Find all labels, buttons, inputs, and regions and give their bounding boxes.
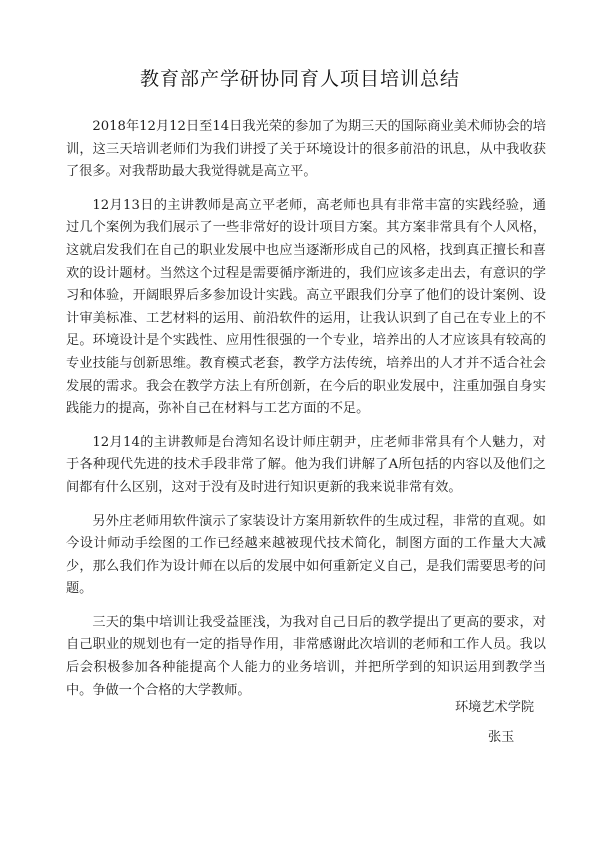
paragraph-1: 2018年12月12日至14日我光荣的参加了为期三天的国际商业美术师协会的培训，这三天培训老师们为我们讲授了关于环境设计的很多前沿的讯息，从中我收获了很多。对我帮助最大我觉得就是高立平。 xyxy=(66,119,546,180)
signature-school: 环境艺术学院 xyxy=(455,700,535,715)
document-title: 教育部产学研协同育人项目培训总结 xyxy=(139,68,460,90)
paragraph-5: 三天的集中培训让我受益匪浅，为我对自己日后的教学提出了更高的要求，对自己职业的规划也有一定的指导作用，非常感谢此次培训的老师和工作人员。我以后会积极参加各种能提高个人能力的业务培训，并把所学到的知识运用到教学当中。争做一个合格的大学教师。 xyxy=(66,614,546,698)
paragraph-4: 另外庄老师用软件演示了家装设计方案用新软件的生成过程，非常的直观。如今设计师动手绘图的工作已经越来越被现代技术简化，制图方面的工作量大大减少，那么我们作为设计师在以后的发展中如何重新定义自己，是我们需要思考的问题。 xyxy=(66,513,546,597)
signature-name: 张玉 xyxy=(488,730,515,745)
paragraph-2: 12月13日的主讲教师是高立平老师，高老师也具有非常丰富的实践经验，通过几个案例为我们展示了一些非常好的设计项目方案。其方案非常具有个人风格，这就启发我们在自己的职业发展中也应当逐渐形成自己的风格，找到真正擅长和喜欢的设计题材。当然这个过程是需要循序渐进的，我们应该多走出去，有意识的学习和体验，开阔眼界后多参加设计实践。高立平跟我们分享了他们的设计案例、设计审美标准、工艺材料的运用、前沿软件的运用，让我认识到了自己在专业上的不足。环境设计是个实践性、应用性很强的一个专业，培养出的人才应该具有较高的专业技能与创新思维。教育模式老套，教学方法传统，培养出的人才并不适合社会发展的需求。我会在教学方法上有所创新，在今后的职业发展中，注重加强自身实践能力的提高，弥补自己在材料与工艺方面的不足。 xyxy=(66,197,546,417)
document-body xyxy=(66,116,546,712)
paragraph-3: 12月14的主讲教师是台湾知名设计师庄朝尹，庄老师非常具有个人魅力，对于各种现代先进的技术手段非常了解。他为我们讲解了A所包括的内容以及他们之间都有什么区别，这对于没有及时进行知识更新的我来说非常有效。 xyxy=(66,434,546,495)
